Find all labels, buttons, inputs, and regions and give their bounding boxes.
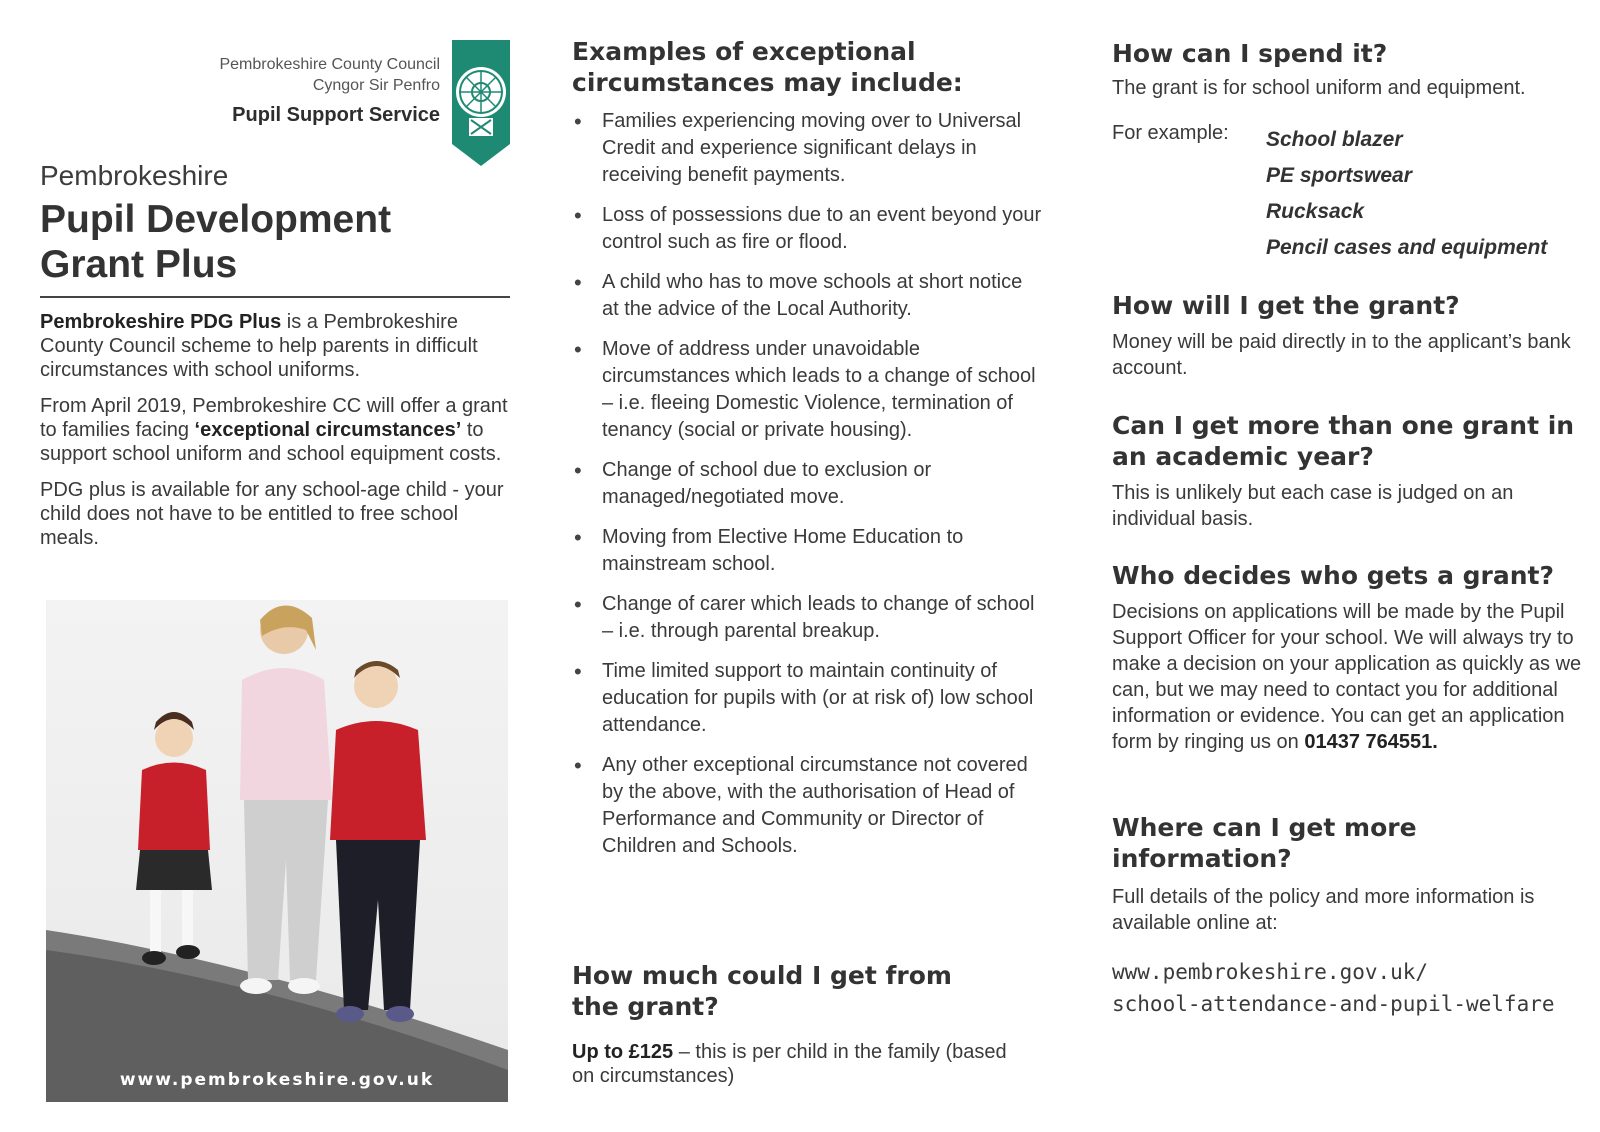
intro-text bbox=[40, 310, 522, 562]
photo-website-url: www.pembrokeshire.gov.uk bbox=[119, 1070, 435, 1090]
examples-heading bbox=[572, 36, 1032, 98]
list-item: Rucksack bbox=[1266, 200, 1365, 223]
intro-p2-end: to support school uniform and school equipment costs. bbox=[40, 419, 502, 465]
more-info-url-line2: school-attendance-and-pupil-welfare bbox=[1112, 992, 1555, 1016]
intro-paragraph-2 bbox=[40, 394, 522, 466]
intro-p2-emphasis: ‘exceptional circumstances’ bbox=[194, 419, 462, 441]
examples-heading-line1: Examples of exceptional bbox=[572, 37, 916, 66]
intro-paragraph-3: PDG plus is available for any school-age child - your child does not have to be entitled to free school meals. bbox=[40, 479, 504, 549]
list-item: Pencil cases and equipment bbox=[1266, 236, 1548, 259]
title-divider bbox=[40, 296, 510, 298]
list-item: PE sportswear bbox=[1266, 164, 1412, 187]
more-info-heading-line2: information? bbox=[1112, 844, 1292, 873]
who-decides-heading: Who decides who gets a grant? bbox=[1112, 561, 1555, 590]
family-photo bbox=[46, 600, 508, 1102]
grant-amount-text bbox=[572, 1040, 1032, 1088]
council-name-english: Pembrokeshire County Council bbox=[219, 56, 440, 73]
council-name-welsh: Cyngor Sir Penfro bbox=[312, 77, 440, 94]
intro-paragraph-1 bbox=[40, 310, 522, 382]
more-info-section bbox=[1112, 812, 1582, 1020]
who-decides-body bbox=[1112, 599, 1582, 755]
more-info-heading-line1: Where can I get more bbox=[1112, 813, 1417, 842]
how-much-heading bbox=[572, 960, 1012, 1022]
how-much-heading-line2: the grant? bbox=[572, 992, 719, 1021]
more-than-one-section bbox=[1112, 410, 1582, 532]
list-item: • A child who has to move schools at short notice at the advice of the Local Authority. bbox=[572, 269, 1042, 323]
how-much-heading-line1: How much could I get from bbox=[572, 961, 952, 990]
list-item: • Any other exceptional circumstance not covered by the above, with the authorisation of Head of Performance and Community or Director of Children and Schools. bbox=[572, 752, 1042, 860]
grant-amount-detail: – this is per child in the family (based on circumstances) bbox=[572, 1041, 1007, 1087]
list-item: • Loss of possessions due to an event beyond your control such as fire or flood. bbox=[572, 202, 1042, 256]
page-title-line1: Pupil Development bbox=[40, 198, 392, 241]
more-info-body: Full details of the policy and more information is available online at: bbox=[1112, 886, 1535, 934]
intro-p2-start: From April 2019, Pembrokeshire CC will offer a grant to families facing bbox=[40, 395, 508, 441]
spend-body: The grant is for school uniform and equipment. bbox=[1112, 77, 1526, 99]
service-name: Pupil Support Service bbox=[232, 104, 440, 126]
who-decides-section bbox=[1112, 560, 1582, 755]
list-item: • Move of address under unavoidable circumstances which leads to a change of school – i.e. fleeing Domestic Violence, termination of tenancy (social or private housing). bbox=[572, 336, 1042, 444]
more-info-url bbox=[1112, 956, 1582, 1020]
intro-scheme-name: Pembrokeshire PDG Plus bbox=[40, 311, 282, 333]
list-item: • Change of school due to exclusion or managed/negotiated move. bbox=[572, 457, 1042, 511]
list-item: • Time limited support to maintain continuity of education for pupils with (or at risk of) low school attendance. bbox=[572, 658, 1042, 739]
list-item: • Moving from Elective Home Education to mainstream school. bbox=[572, 524, 1042, 578]
spend-heading: How can I spend it? bbox=[1112, 39, 1388, 68]
list-item: • Families experiencing moving over to Universal Credit and experience significant delays in receiving benefit payments. bbox=[572, 108, 1042, 189]
grant-amount: Up to £125 bbox=[572, 1041, 674, 1063]
examples-heading-line2: circumstances may include: bbox=[572, 68, 963, 97]
more-than-one-heading-line1: Can I get more than one grant in bbox=[1112, 411, 1575, 440]
get-grant-section bbox=[1112, 290, 1582, 381]
page-title-line2: Grant Plus bbox=[40, 243, 238, 286]
more-info-heading bbox=[1112, 812, 1582, 874]
more-than-one-body: This is unlikely but each case is judged on an individual basis. bbox=[1112, 482, 1514, 530]
examples-label: For example: bbox=[1112, 122, 1229, 144]
who-decides-text: Decisions on applications will be made by the Pupil Support Officer for your school. We will always try to make a decision on your application as quickly as we can, but we may need to contact you for additional information or evidence. You can get an application form by ringing us on bbox=[1112, 601, 1582, 753]
more-info-url-line1: www.pembrokeshire.gov.uk/ bbox=[1112, 960, 1429, 984]
spend-section bbox=[1112, 38, 1582, 101]
council-header bbox=[40, 54, 440, 127]
page-title bbox=[40, 197, 391, 287]
get-grant-heading: How will I get the grant? bbox=[1112, 291, 1460, 320]
more-than-one-heading bbox=[1112, 410, 1582, 472]
family-illustration bbox=[46, 600, 508, 1102]
phone-number: 01437 764551. bbox=[1304, 731, 1438, 753]
council-crest-logo bbox=[452, 40, 510, 168]
more-than-one-heading-line2: an academic year? bbox=[1112, 442, 1374, 471]
examples-list bbox=[572, 108, 1042, 873]
list-item: School blazer bbox=[1266, 128, 1403, 151]
intro-p1-text: is a Pembrokeshire County Council scheme to help parents in difficult circumstances with school uniforms. bbox=[40, 311, 478, 381]
title-kicker: Pembrokeshire bbox=[40, 160, 229, 191]
list-item: • Change of carer which leads to change of school – i.e. through parental breakup. bbox=[572, 591, 1042, 645]
spend-examples-list bbox=[1266, 122, 1547, 266]
get-grant-body: Money will be paid directly in to the applicant’s bank account. bbox=[1112, 331, 1571, 379]
